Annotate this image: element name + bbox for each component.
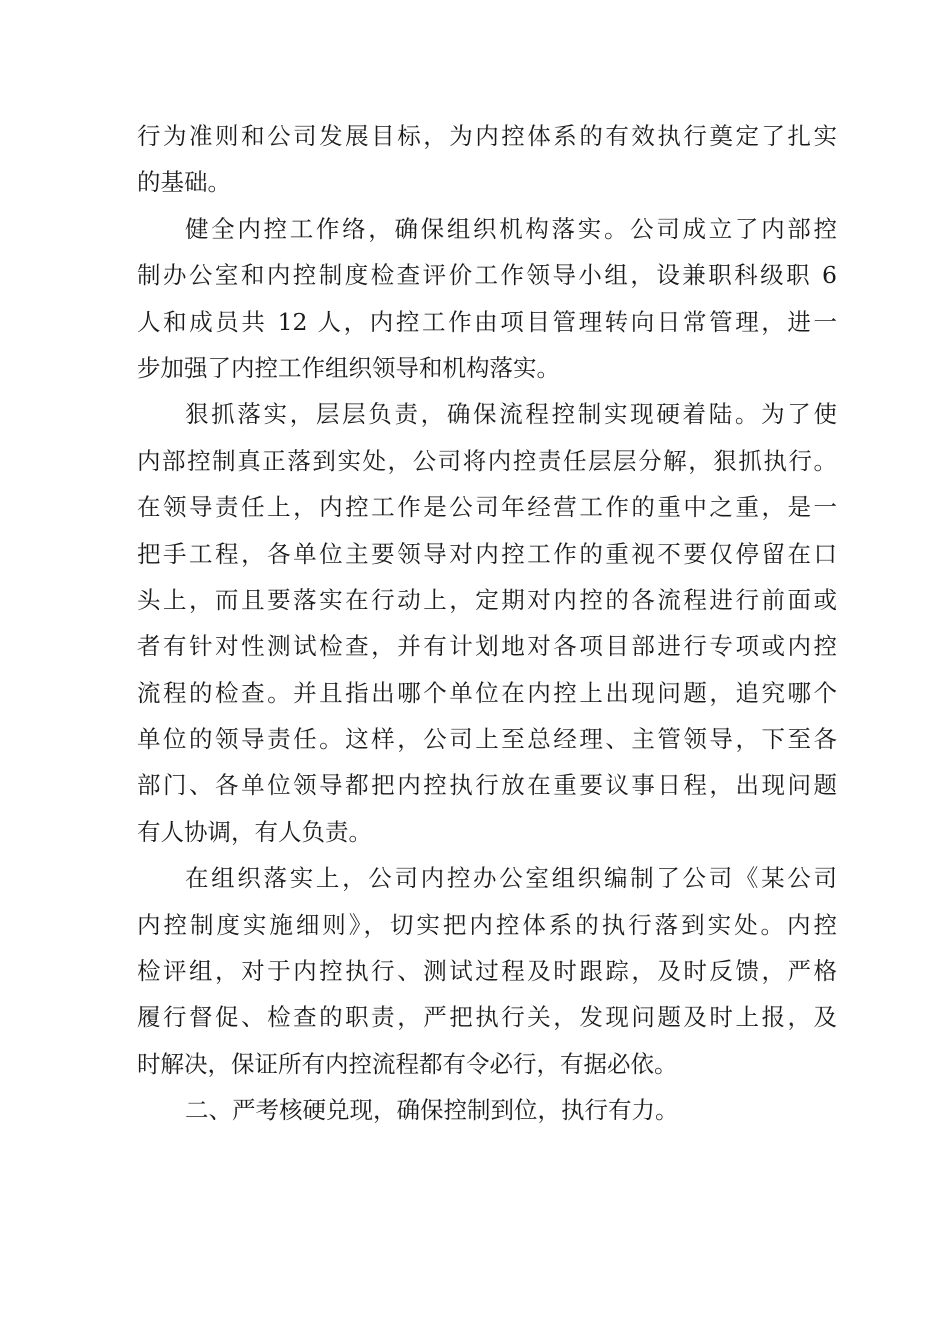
text-line: 制办公室和内控制度检查评价工作领导小组，设兼职科级职 6 bbox=[137, 261, 837, 290]
text-line: 者有针对性测试检查，并有计划地对各项目部进行专项或内控 bbox=[137, 632, 837, 661]
text-line: 内控制度实施细则》，切实把内控体系的执行落到实处。内控 bbox=[137, 910, 837, 939]
text-line: 有人协调，有人负责。 bbox=[137, 817, 372, 846]
paragraph-4 bbox=[137, 855, 837, 1087]
text-line: 内部控制真正落到实处，公司将内控责任层层分解，狠抓执行。 bbox=[137, 446, 837, 475]
document-body bbox=[137, 113, 837, 1134]
text-line: 单位的领导责任。这样，公司上至总经理、主管领导，下至各 bbox=[137, 725, 837, 754]
paragraph-3 bbox=[137, 391, 837, 855]
section-heading: 二、严考核硬兑现，确保控制到位，执行有力。 bbox=[185, 1096, 679, 1125]
text-line: 在领导责任上，内控工作是公司年经营工作的重中之重，是一 bbox=[137, 493, 837, 522]
text-line: 时解决，保证所有内控流程都有令必行，有据必依。 bbox=[137, 1049, 678, 1078]
text-line: 部门、各单位领导都把内控执行放在重要议事日程，出现问题 bbox=[137, 771, 837, 800]
text-line: 在组织落实上，公司内控办公室组织编制了公司《某公司 bbox=[185, 864, 837, 893]
text-line: 检评组，对于内控执行、测试过程及时跟踪，及时反馈，严格 bbox=[137, 957, 837, 986]
text-line: 人和成员共 12 人，内控工作由项目管理转向日常管理，进一 bbox=[137, 307, 837, 336]
text-line: 的基础。 bbox=[137, 168, 231, 197]
text-line: 流程的检查。并且指出哪个单位在内控上出现问题，追究哪个 bbox=[137, 678, 837, 707]
text-line: 行为准则和公司发展目标，为内控体系的有效执行奠定了扎实 bbox=[137, 122, 837, 150]
paragraph-5 bbox=[137, 1087, 837, 1133]
text-line: 狠抓落实，层层负责，确保流程控制实现硬着陆。为了使 bbox=[185, 400, 837, 429]
text-line: 头上，而且要落实在行动上，定期对内控的各流程进行前面或 bbox=[137, 585, 837, 614]
text-line: 健全内控工作络，确保组织机构落实。公司成立了内部控 bbox=[185, 214, 837, 243]
text-line: 步加强了内控工作组织领导和机构落实。 bbox=[137, 353, 560, 382]
paragraph-2 bbox=[137, 206, 837, 392]
paragraph-1 bbox=[137, 113, 837, 206]
text-line: 履行督促、检查的职责，严把执行关，发现问题及时上报，及 bbox=[137, 1003, 837, 1032]
text-line: 把手工程，各单位主要领导对内控工作的重视不要仅停留在口 bbox=[137, 539, 837, 568]
